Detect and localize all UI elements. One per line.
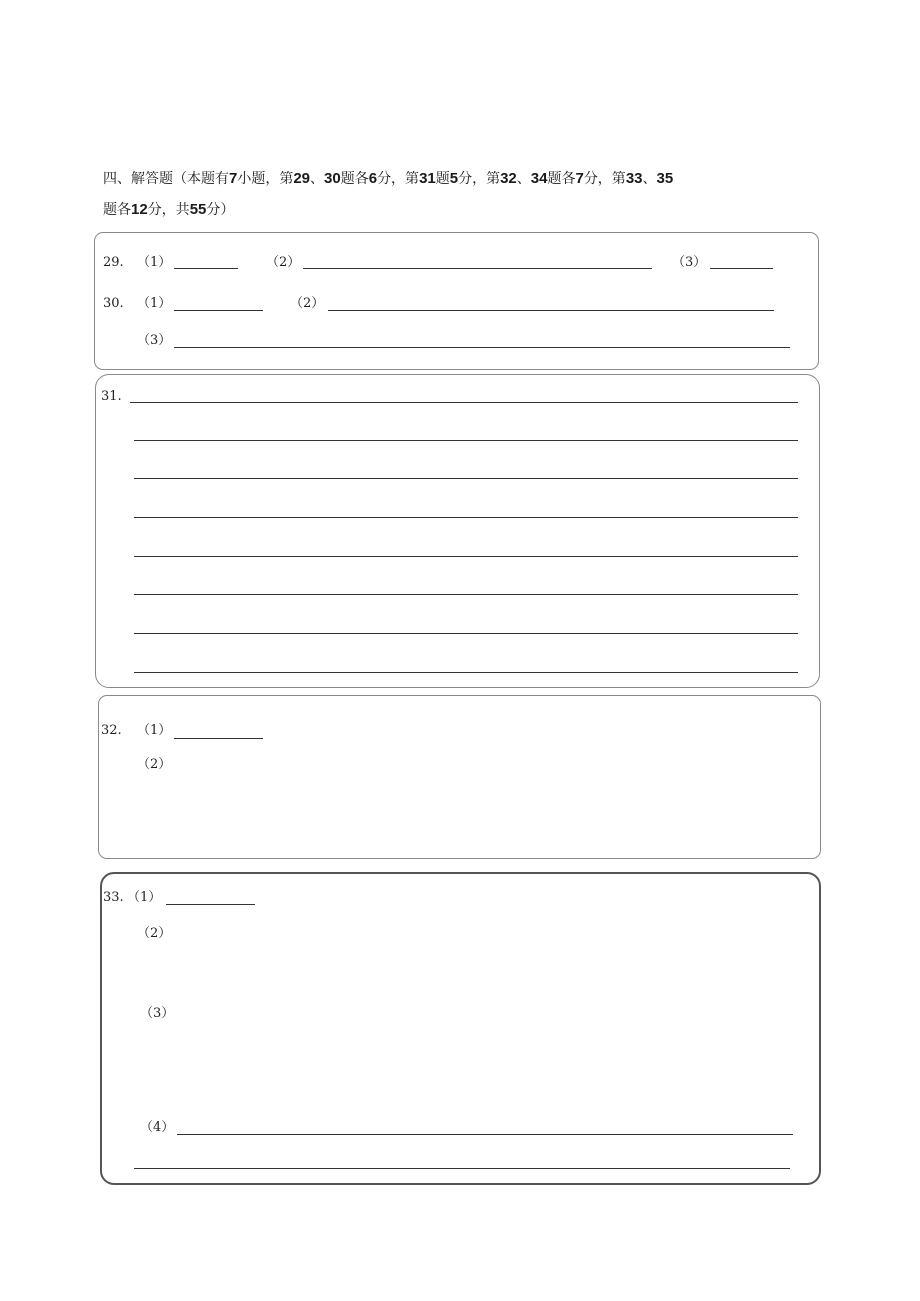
header-text-run: 题各: [547, 171, 576, 187]
header-text-run: 55: [189, 201, 207, 218]
part-label-33-3: （3）: [140, 1006, 175, 1021]
header-text-run: 分，第: [583, 171, 626, 187]
header-text-run: 30: [324, 170, 341, 187]
answer-line-31-2[interactable]: [134, 440, 798, 441]
header-text-run: 29: [293, 170, 311, 187]
answer-box-29-30: [94, 232, 819, 370]
part-label-32-2: （2）: [137, 757, 172, 772]
answer-box-33: [100, 872, 821, 1185]
header-text-run: 分，第: [458, 171, 501, 187]
answer-line-31-7[interactable]: [134, 633, 798, 634]
header-text-run: 33: [625, 170, 643, 187]
header-text-run: 题各: [103, 202, 131, 218]
header-text-run: 5: [449, 170, 459, 187]
answer-blank-33-4[interactable]: [177, 1134, 793, 1135]
header-text-run: 7: [229, 170, 238, 187]
question-number-33: 33.: [103, 890, 124, 905]
answer-blank-32-1[interactable]: [174, 738, 263, 739]
part-label-30-3: （3）: [137, 333, 172, 348]
answer-blank-29-1[interactable]: [174, 268, 238, 269]
answer-line-31-3[interactable]: [134, 478, 798, 479]
header-text-run: 31: [419, 170, 436, 187]
question-number-29: 29.: [103, 255, 124, 270]
header-text-run: 、: [642, 171, 657, 187]
answer-line-31-4[interactable]: [134, 517, 798, 518]
header-text-run: 12: [131, 201, 148, 218]
part-label-32-1: （1）: [137, 723, 172, 738]
answer-blank-30-1[interactable]: [174, 310, 263, 311]
answer-blank-30-2[interactable]: [328, 310, 774, 311]
question-number-30: 30.: [103, 296, 124, 311]
header-text-run: 32: [500, 170, 517, 187]
answer-box-31: [95, 374, 820, 688]
part-label-33-1: （1）: [127, 890, 162, 905]
header-text-run: 分，共: [147, 202, 190, 218]
header-text-run: 7: [575, 170, 584, 187]
answer-line-31-8[interactable]: [134, 672, 798, 673]
header-text-run: 、: [516, 171, 531, 187]
answer-blank-30-3[interactable]: [174, 347, 790, 348]
answer-line-31-1[interactable]: [130, 402, 798, 403]
part-label-29-3: （3）: [672, 255, 707, 270]
answer-blank-29-3[interactable]: [710, 268, 773, 269]
part-label-33-4: （4）: [140, 1120, 175, 1135]
header-text-run: 35: [656, 170, 674, 187]
answer-line-31-5[interactable]: [134, 556, 798, 557]
answer-box-32: [98, 695, 821, 859]
header-text-run: 题: [435, 171, 450, 187]
part-label-30-1: （1）: [137, 296, 172, 311]
part-label-29-2: （2）: [266, 255, 301, 270]
answer-line-33-4-cont[interactable]: [134, 1168, 790, 1169]
question-number-32: 32.: [101, 723, 122, 738]
part-label-29-1: （1）: [137, 255, 172, 270]
answer-line-31-6[interactable]: [134, 594, 798, 595]
header-text-run: 四、解答题（本题有: [103, 171, 229, 187]
header-text-run: 分）: [206, 202, 235, 218]
section-header-line1: [103, 170, 673, 188]
answer-blank-29-2[interactable]: [303, 268, 652, 269]
section-header-line2: [103, 201, 234, 219]
part-label-30-2: （2）: [290, 296, 325, 311]
header-text-run: 题各: [340, 171, 369, 187]
header-text-run: 、: [310, 171, 325, 187]
header-text-run: 34: [530, 170, 548, 187]
header-text-run: 6: [368, 170, 378, 187]
header-text-run: 小题，第: [237, 171, 294, 187]
part-label-33-2: （2）: [137, 926, 172, 941]
header-text-run: 分，第: [377, 171, 420, 187]
question-number-31: 31.: [101, 389, 122, 404]
answer-blank-33-1[interactable]: [166, 904, 255, 905]
